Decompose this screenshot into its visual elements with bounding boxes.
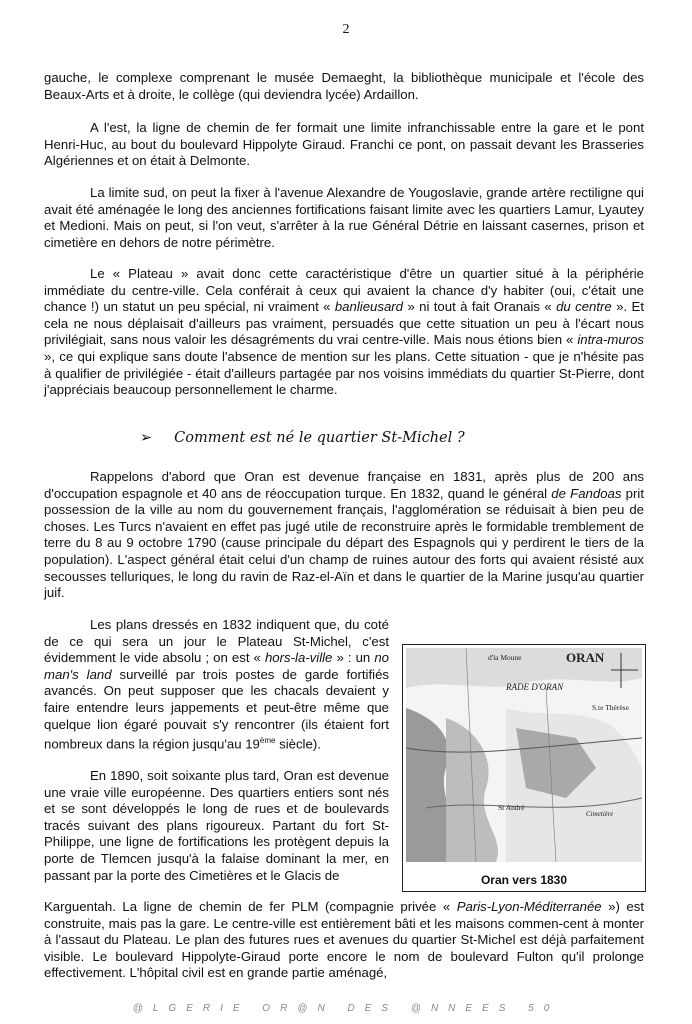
map-label-therese: S.te Thérèse	[592, 703, 629, 712]
section-heading: ➢ Comment est né le quartier St-Michel ?	[140, 430, 465, 446]
paragraph-8: Karguentah. La ligne de chemin de fer PLM (compagnie privée « Paris-Lyon-Méditerranée ») est construite, mais pas la gare. Le centre-ville est entièrement bâti et les maisons commen-cent à monter à l'assaut du Plateau. Le plan des futures rues et avenues du quartier St-Michel est déjà parfaitement visible. Le boulevard Hippolyte-Giraud porte encore le nom de boulevard Fulton qu'il prolonge effectivement. L'hôpital civil est en grande partie aménagé,	[44, 899, 645, 981]
paragraph-1: gauche, le complexe comprenant le musée Demaeght, la bibliothèque municipale et l'école des Beaux-Arts et à droite, le collège (qui deviendra lycée) Ardaillon.	[44, 70, 644, 102]
map-image	[406, 648, 642, 862]
map-caption: Oran vers 1830	[480, 873, 568, 887]
paragraph-3: La limite sud, on peut la fixer à l'avenue Alexandre de Yougoslavie, grande artère rectiligne qui avait été aménagée le long des anciennes fortifications faisant limite avec les quartiers Lamur, Lyautey et Medioni. Mais on peut, si l'on veut, s'arrêter à la rue Général Détrie en laissant casernes, prison et cimetière en dehors de notre périmètre.	[44, 185, 644, 250]
map-label-moune: d'la Moune	[488, 653, 522, 662]
paragraph-7: En 1890, soit soixante plus tard, Oran est devenue une vraie ville européenne. Des quartiers entiers sont nés et se sont développés le long de rues et de boulevards tracés suivant des plans rigoureux. Partant du fort St-Philippe, une ligne de fortifications les protègent depuis la porte de Tlemcen jusqu'à la falaise dominant la mer, en passant par la porte des Cimetières et le Glacis de	[44, 768, 389, 883]
arrow-bullet-icon: ➢	[140, 430, 153, 446]
oran-map-drawing	[406, 648, 642, 862]
map-label-cimetiere: Cimetière	[586, 810, 614, 818]
page-number: 2	[342, 22, 350, 37]
paragraph-4: Le « Plateau » avait donc cette caractéristique d'être un quartier situé à la périphérie immédiate du centre-ville. Cela conférait à ceux qui avaient la chance d'y habiter (oui, c'était une chance !) un statut un peu spécial, ni vraiment « banlieusard » ni tout à fait Oranais « du centre ». Et cela ne nous déplaisait d'ailleurs pas vraiment, persuadés que cette situation un peu à l'écart nous privilégiait, sans nous valoir les désagréments du vrai centre-ville. Mais nous étions bien « intra-muros », ce qui explique sans doute l'absence de mention sur les plans. Cette situation - que je n'hésite pas à qualifier de privilégiée - était d'ailleurs partagée par nos voisins immédiats du quartier St-Pierre, dont j'appréciais beaucoup personnellement le charme.	[44, 266, 644, 398]
map-label-rade: RADE D'ORAN	[506, 682, 564, 692]
page-footer: @LGERIE OR@N DES @NNEES 50	[132, 1003, 560, 1014]
paragraph-5: Rappelons d'abord que Oran est devenue française en 1831, après plus de 200 ans d'occupation espagnole et 40 ans de réoccupation turque. En 1832, quand le général de Fandoas prit possession de la ville au nom du gouvernement français, l'agglomération se réduisait à bien peu de choses. Les Turcs n'avaient en effet pas jugé utile de reconstruire après le formidable tremblement de terre du 8 au 9 octobre 1790 (cause principale du départ des Espagnols qui y perdirent le tiers de la population). L'aspect général était celui d'un champ de ruines autour des forts qui avaient résisté aux secousses telluriques, le long du ravin de Raz-el-Aïn et dans le quartier de la Marine jusqu'au quartier juif.	[44, 469, 645, 601]
paragraph-2: A l'est, la ligne de chemin de fer formait une limite infranchissable entre la gare et le pont Henri-Huc, au bout du boulevard Hippolyte Giraud. Franchi ce pont, on passait devant les Brasseries Algériennes et on était à Delmonte.	[44, 120, 644, 169]
map-label-oran: ORAN	[566, 650, 605, 665]
map-label-andre: St André	[498, 803, 525, 812]
map-figure	[402, 644, 646, 892]
paragraph-6: Les plans dressés en 1832 indiquent que, du coté de ce qui sera un jour le Plateau St-Michel, c'est évidemment le vide absolu ; on est « hors-la-ville » : un no man's land surveillé par trois postes de garde fortifiés avancés. On peut supposer que les chacals devaient y faire entendre leurs jappements et peut-être même que quelque lion égaré pouvait s'y rencontrer (ils étaient fort nombreux dans la région jusqu'au 19ème siècle).	[44, 617, 390, 752]
